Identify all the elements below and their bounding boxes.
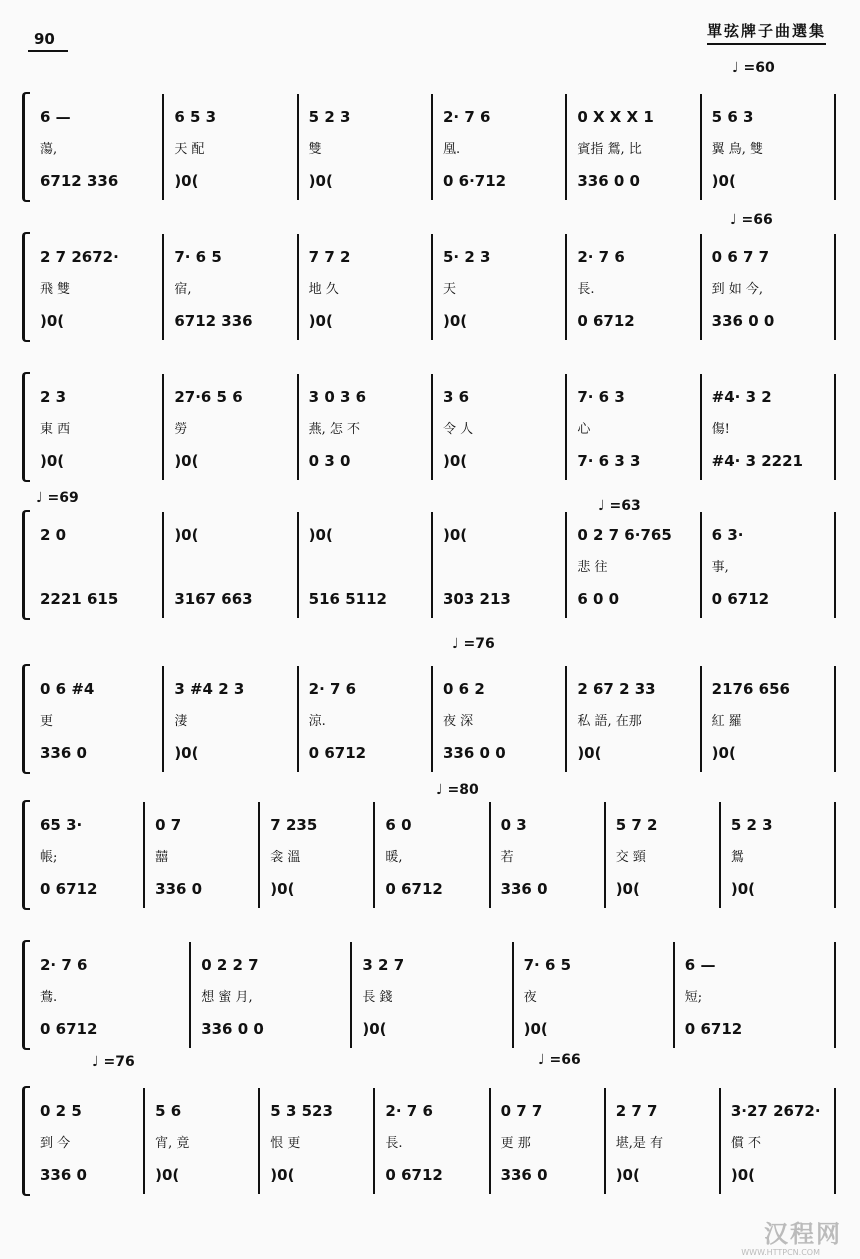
system-brace [22, 940, 30, 1050]
notation-cell: )0( [615, 1166, 640, 1184]
bar-line [512, 942, 514, 1048]
notation-cell: 6712 336 [40, 172, 119, 190]
notation-cell: 0 6 #4 [40, 680, 95, 698]
bar-line [673, 942, 675, 1048]
notation-cell: 0 6 2 [443, 680, 485, 698]
lyric-text: 恨 更 [270, 1136, 301, 1151]
notation-cell: )0( [40, 312, 65, 330]
bar-line [373, 1088, 375, 1194]
notation-cell: 336 0 0 [443, 744, 506, 762]
notation-cell: )0( [270, 1166, 295, 1184]
notation-cell: 2· 7 6 [577, 248, 625, 266]
bar-line [565, 374, 567, 480]
lyric-text: 短; [684, 990, 703, 1005]
notation-cell: 6 — [40, 108, 71, 126]
tempo-marking: ♩ =80 [436, 782, 479, 798]
bar-line [834, 94, 836, 200]
lyric-text: 勞 [174, 422, 188, 437]
bar-line [297, 94, 299, 200]
tempo-marking: ♩ =76 [452, 636, 495, 652]
notation-cell: )0( [308, 172, 333, 190]
notation-cell: 5 3 523 [270, 1102, 333, 1120]
lyric-text: 涼. [308, 714, 326, 729]
lyric-text: 地 久 [308, 282, 339, 297]
lyric-text: 凰. [443, 142, 461, 157]
lyric-text: 飛 雙 [40, 282, 71, 297]
notation-cell: 336 0 [40, 744, 87, 762]
bar-line [834, 802, 836, 908]
system-brace [22, 800, 30, 910]
lyric-text: 鴛 [730, 850, 744, 865]
bar-line [489, 802, 491, 908]
bar-line [834, 942, 836, 1048]
lyric-text: 長. [577, 282, 595, 297]
notation-cell: )0( [155, 1166, 180, 1184]
bar-line [297, 512, 299, 618]
lyric-text: 心 [577, 422, 591, 437]
notation-cell: 336 0 0 [201, 1020, 264, 1038]
page-number-underline [28, 50, 68, 52]
notation-cell: )0( [40, 452, 65, 470]
bar-line [834, 374, 836, 480]
notation-cell: )0( [730, 1166, 755, 1184]
notation-cell: )0( [615, 880, 640, 898]
notation-cell: 0 3 0 [308, 452, 351, 470]
notation-cell: )0( [443, 452, 468, 470]
lyric-text: 紅 羅 [711, 714, 742, 729]
notation-cell: 0 6712 [711, 590, 770, 608]
bar-line [431, 512, 433, 618]
bar-line [604, 1088, 606, 1194]
notation-cell: 6 0 0 [577, 590, 620, 608]
notation-cell: 0 6712 [308, 744, 367, 762]
score-system [22, 232, 836, 342]
notation-cell: 0 2 7 6·765 [577, 526, 672, 544]
score-system [22, 1086, 836, 1196]
notation-cell: 336 0 [40, 1166, 87, 1184]
lyric-text: 傷! [711, 422, 730, 437]
notation-cell: )0( [174, 172, 199, 190]
bar-line [700, 94, 702, 200]
lyric-text: 宵, 竟 [155, 1136, 190, 1151]
lyric-text: 蕩, [40, 142, 58, 157]
notation-cell: 303 213 [443, 590, 511, 608]
bar-line [258, 802, 260, 908]
notation-cell: 7· 6 5 [174, 248, 222, 266]
notation-cell: 336 0 [500, 880, 548, 898]
bar-line [162, 374, 164, 480]
lyric-text: 長. [385, 1136, 403, 1151]
notation-cell: 2221 615 [40, 590, 119, 608]
tempo-marking: ♩ =76 [92, 1054, 135, 1070]
bar-line [162, 512, 164, 618]
notation-cell: 0 6712 [40, 880, 98, 898]
lyric-text: 事, [711, 560, 729, 575]
tempo-marking: ♩ =63 [598, 498, 641, 514]
notation-cell: 7· 6 3 [577, 388, 625, 406]
score-system [22, 940, 836, 1050]
bar-line [162, 234, 164, 340]
notation-cell: 6 0 [385, 816, 412, 834]
notation-cell: 2 7 2672· [40, 248, 119, 266]
bar-line [431, 94, 433, 200]
notation-cell: 2· 7 6 [308, 680, 357, 698]
bar-line [700, 666, 702, 772]
score-system [22, 664, 836, 774]
lyric-text: 私 語, 在那 [577, 714, 642, 729]
lyric-text: 到 如 今, [711, 282, 764, 297]
score-system [22, 800, 836, 910]
bar-line [565, 666, 567, 772]
score-system [22, 372, 836, 482]
notation-cell: 3 6 [443, 388, 470, 406]
notation-cell: 5 6 [155, 1102, 182, 1120]
notation-cell: )0( [711, 744, 736, 762]
bar-line [143, 802, 145, 908]
bar-line [604, 802, 606, 908]
notation-cell: 2 67 2 33 [577, 680, 656, 698]
notation-cell: 6 3· [711, 526, 744, 544]
notation-cell: 2· 7 6 [40, 956, 88, 974]
bar-line [565, 512, 567, 618]
bar-line [297, 666, 299, 772]
tempo-marking: ♩ =60 [732, 60, 775, 76]
notation-cell: )0( [577, 744, 602, 762]
notation-cell: )0( [174, 744, 199, 762]
lyric-text: 宿, [174, 282, 192, 297]
lyric-text: 翼 鳥, 雙 [711, 142, 764, 157]
lyric-text: 天 配 [174, 142, 205, 157]
lyric-text: 帳; [40, 850, 58, 865]
notation-cell: 0 3 [500, 816, 527, 834]
notation-cell: 2· 7 6 [385, 1102, 433, 1120]
bar-line [297, 374, 299, 480]
notation-cell: #4· 3 2 [711, 388, 772, 406]
tempo-marking: ♩ =66 [538, 1052, 581, 1068]
lyric-text: 淒 [174, 714, 188, 729]
bar-line [431, 234, 433, 340]
system-brace [22, 664, 30, 774]
lyric-text: 鴦. [40, 990, 58, 1005]
notation-cell: 0 6712 [385, 1166, 443, 1184]
notation-cell: )0( [362, 1020, 387, 1038]
bar-line [834, 666, 836, 772]
notation-cell: 65 3· [40, 816, 83, 834]
bar-line [489, 1088, 491, 1194]
bar-line [350, 942, 352, 1048]
notation-cell: 336 0 [155, 880, 203, 898]
notation-cell: 5 6 3 [711, 108, 754, 126]
lyric-text: 夜 深 [443, 714, 474, 729]
notation-cell: #4· 3 2221 [711, 452, 803, 470]
bar-line [162, 666, 164, 772]
notation-cell: 0 6 7 7 [711, 248, 770, 266]
lyric-text: 交 頸 [615, 850, 646, 865]
notation-cell: 0 6712 [40, 1020, 98, 1038]
notation-cell: )0( [523, 1020, 548, 1038]
notation-cell: 3167 663 [174, 590, 253, 608]
system-brace [22, 92, 30, 202]
notation-cell: 516 5112 [308, 590, 387, 608]
notation-cell: 0 6712 [684, 1020, 743, 1038]
notation-cell: 2 3 [40, 388, 67, 406]
bar-line [700, 374, 702, 480]
lyric-text: 償 不 [730, 1136, 761, 1151]
notation-cell: 7 7 2 [308, 248, 351, 266]
system-brace [22, 1086, 30, 1196]
watermark-url: WWW.HTTPCN.COM [741, 1248, 820, 1257]
score-system [22, 92, 836, 202]
notation-cell: 0 2 2 7 [201, 956, 259, 974]
notation-cell: )0( [270, 880, 295, 898]
notation-cell: 0 7 [155, 816, 182, 834]
notation-cell: 0 2 5 [40, 1102, 82, 1120]
notation-cell: 3 0 3 6 [308, 388, 367, 406]
notation-cell: )0( [730, 880, 755, 898]
lyric-text: 夜 [523, 990, 537, 1005]
lyric-text: 賓指 鴛, 比 [577, 142, 642, 157]
notation-cell: 3 2 7 [362, 956, 405, 974]
bar-line [189, 942, 191, 1048]
bar-line [565, 234, 567, 340]
notation-cell: 6 5 3 [174, 108, 217, 126]
notation-cell: 5 2 3 [308, 108, 351, 126]
lyric-text: 東 西 [40, 422, 71, 437]
notation-cell: 2 0 [40, 526, 67, 544]
notation-cell: )0( [443, 526, 468, 544]
watermark-logo: 汉程网 [764, 1220, 842, 1248]
notation-cell: 6 — [684, 956, 716, 974]
bar-line [834, 512, 836, 618]
lyric-text: 堪,是 有 [615, 1136, 663, 1151]
system-brace [22, 510, 30, 620]
bar-line [700, 512, 702, 618]
lyric-text: 悲 往 [577, 560, 608, 575]
bar-line [565, 94, 567, 200]
notation-cell: 5· 2 3 [443, 248, 491, 266]
notation-cell: 0 6712 [385, 880, 443, 898]
lyric-text: 暖, [385, 850, 403, 865]
lyric-text: 若 [500, 850, 514, 865]
notation-cell: 2 7 7 [615, 1102, 658, 1120]
bar-line [719, 802, 721, 908]
bar-line [719, 1088, 721, 1194]
lyric-text: 長 錢 [362, 990, 393, 1005]
lyric-text: 令 人 [443, 422, 474, 437]
bar-line [162, 94, 164, 200]
bar-line [431, 666, 433, 772]
score-system [22, 510, 836, 620]
notation-cell: )0( [174, 526, 199, 544]
notation-cell: 3·27 2672· [730, 1102, 821, 1120]
tempo-marking: ♩ =66 [730, 212, 773, 228]
lyric-text: 衾 溫 [270, 850, 301, 865]
lyric-text: 更 那 [500, 1136, 531, 1151]
book-title: 單弦牌子曲選集 [707, 20, 826, 45]
bar-line [297, 234, 299, 340]
lyric-text: 想 蜜 月, [201, 990, 253, 1005]
lyric-text: 天 [443, 282, 457, 297]
notation-cell: 27·6 5 6 [174, 388, 243, 406]
notation-cell: 7· 6 3 3 [577, 452, 641, 470]
notation-cell: 336 0 0 [711, 312, 775, 330]
bar-line [700, 234, 702, 340]
notation-cell: 0 X X X 1 [577, 108, 654, 126]
notation-cell: 6712 336 [174, 312, 253, 330]
notation-cell: 7· 6 5 [523, 956, 572, 974]
bar-line [373, 802, 375, 908]
bar-line [834, 1088, 836, 1194]
notation-cell: 0 6712 [577, 312, 635, 330]
notation-cell: )0( [443, 312, 468, 330]
page-number: 90 [34, 30, 55, 48]
notation-cell: )0( [174, 452, 199, 470]
notation-cell: 2176 656 [711, 680, 790, 698]
tempo-marking: ♩ =69 [36, 490, 79, 506]
lyric-text: 雙 [308, 142, 322, 157]
lyric-text: 囍 [155, 850, 169, 865]
notation-cell: 336 0 [500, 1166, 548, 1184]
bar-line [143, 1088, 145, 1194]
notation-cell: 5 2 3 [730, 816, 773, 834]
notation-cell: 5 7 2 [615, 816, 658, 834]
lyric-text: 更 [40, 714, 54, 729]
bar-line [431, 374, 433, 480]
system-brace [22, 232, 30, 342]
lyric-text: 燕, 怎 不 [308, 422, 361, 437]
notation-cell: 0 6·712 [443, 172, 507, 190]
notation-cell: 0 7 7 [500, 1102, 543, 1120]
notation-cell: 2· 7 6 [443, 108, 491, 126]
bar-line [258, 1088, 260, 1194]
bar-line [834, 234, 836, 340]
notation-cell: )0( [308, 526, 333, 544]
notation-cell: 3 #4 2 3 [174, 680, 245, 698]
system-brace [22, 372, 30, 482]
notation-cell: )0( [308, 312, 333, 330]
notation-cell: 7 235 [270, 816, 318, 834]
lyric-text: 到 今 [40, 1136, 71, 1151]
notation-cell: )0( [711, 172, 736, 190]
notation-cell: 336 0 0 [577, 172, 640, 190]
